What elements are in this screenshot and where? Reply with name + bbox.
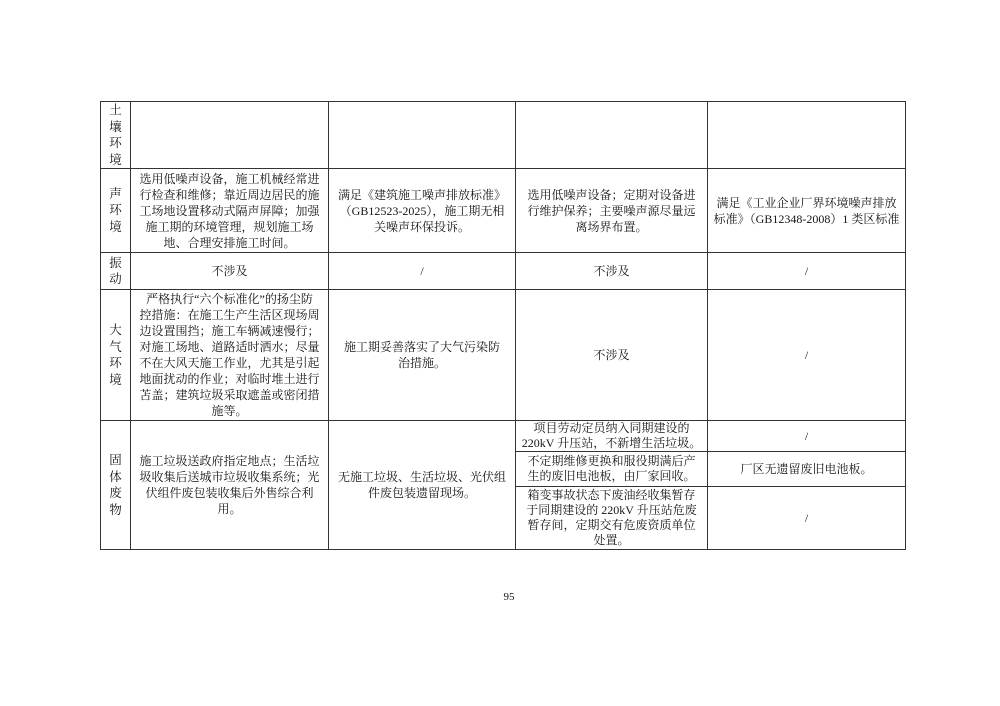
- row-solid-waste: [101, 421, 906, 452]
- soil-construction-measures-cell: [131, 102, 329, 169]
- text-line: 关噪声环保投诉。: [373, 219, 470, 234]
- noise-operation-measures-cell: [516, 169, 708, 253]
- text-line: 施等。: [211, 404, 248, 418]
- noise-construction-measures-cell: [131, 169, 329, 253]
- category-cell-vibration: [101, 253, 131, 290]
- text-line: 工场地设置移动式隔声屏障；加强: [139, 203, 320, 218]
- solid-waste-operation-status-cell: [708, 452, 906, 487]
- text-line: /: [420, 264, 424, 278]
- text-line: 不涉及: [593, 348, 630, 362]
- text-line: 行维护保养；主要噪声源尽量远: [527, 203, 696, 218]
- text-line: 选用低噪声设备，施工机械经常进: [139, 171, 320, 186]
- text-line: 用。: [217, 502, 242, 516]
- text-line: 伏组件废包装收集后外售综合利: [145, 486, 314, 500]
- category-label: 固体废物: [109, 453, 122, 517]
- solid-waste-operation-measures-cell: [516, 421, 708, 452]
- text-line: 圾收集后送城市垃圾收集系统；光: [139, 470, 320, 484]
- category-label: 大气环境: [109, 323, 122, 387]
- soil-operation-status-cell: [708, 102, 906, 169]
- text-line: 离场界布置。: [575, 219, 648, 234]
- text-line: 严格执行“六个标准化”的扬尘防: [146, 292, 313, 306]
- soil-operation-measures-cell: [516, 102, 708, 169]
- row-vibration: [101, 253, 906, 290]
- page-number: 95: [503, 591, 515, 603]
- vibration-operation-status-cell: [708, 253, 906, 290]
- text-line: 施工期妥善落实了大气污染防: [343, 340, 500, 354]
- text-line: 标准》（GB12348-2008）1 类区标准: [713, 211, 900, 226]
- row-air: [101, 290, 906, 421]
- solid-waste-construction-measures-cell: [131, 421, 329, 550]
- air-operation-status-cell: [708, 290, 906, 421]
- category-label: 振动: [109, 255, 122, 286]
- text-line: /: [804, 264, 809, 278]
- text-line: /: [804, 510, 809, 525]
- category-label: 土壤环境: [109, 103, 122, 167]
- text-line: 选用低噪声设备；定期对设备进: [527, 187, 696, 202]
- text-line: 控措施：在施工生产生活区现场周: [139, 308, 320, 322]
- category-cell-solid-waste: [101, 421, 131, 550]
- category-label: 声环境: [109, 186, 122, 234]
- row-noise: [101, 169, 906, 253]
- text-line: 边设置围挡；施工车辆减速慢行；: [139, 324, 320, 338]
- air-operation-measures-cell: [516, 290, 708, 421]
- solid-waste-operation-measures-cell: [516, 452, 708, 487]
- text-line: 对施工场地、道路适时洒水；尽量: [139, 340, 320, 354]
- category-cell-soil: [101, 102, 131, 169]
- text-line: 施工期的环境管理，规划施工场: [145, 219, 314, 234]
- text-line: 苫盖；建筑垃圾采取遮盖或密闭措: [139, 388, 320, 402]
- vibration-construction-status-cell: [329, 253, 516, 290]
- text-line: 不涉及: [593, 264, 630, 278]
- text-line: 不涉及: [211, 264, 248, 278]
- text-line: 于同期建设的 220kV 升压站危废: [526, 503, 697, 517]
- vibration-operation-measures-cell: [516, 253, 708, 290]
- text-line: 暂存间，定期交有危废资质单位: [527, 518, 696, 532]
- text-line: 箱变事故状态下废油经收集暂存: [527, 488, 696, 502]
- text-line: 厂区无遗留废旧电池板。: [740, 461, 873, 476]
- text-line: 治措施。: [397, 356, 446, 370]
- category-cell-air: [101, 290, 131, 421]
- soil-construction-status-cell: [329, 102, 516, 169]
- text-line: /: [804, 428, 809, 443]
- text-line: 地、合理安排施工时间。: [163, 235, 296, 250]
- air-construction-status-cell: [329, 290, 516, 421]
- noise-construction-status-cell: [329, 169, 516, 253]
- text-line: 地面扰动的作业；对临时堆土进行: [139, 372, 320, 386]
- text-line: 施工垃圾送政府指定地点；生活垃: [139, 454, 320, 468]
- text-line: /: [804, 348, 809, 362]
- text-line: 满足《建筑施工噪声排放标准》: [337, 187, 506, 202]
- vibration-construction-measures-cell: [131, 253, 329, 290]
- text-line: 220kV 升压站，不新增生活垃圾。: [521, 436, 702, 450]
- solid-waste-construction-status-cell: [329, 421, 516, 550]
- solid-waste-operation-status-cell: [708, 421, 906, 452]
- text-line: 无施工垃圾、生活垃圾、光伏组: [337, 470, 506, 484]
- text-line: 行检查和维修；靠近周边居民的施: [139, 187, 320, 202]
- row-soil: [101, 102, 906, 169]
- solid-waste-operation-status-cell: [708, 487, 906, 550]
- text-line: 满足《工业企业厂界环境噪声排放: [716, 195, 897, 210]
- text-line: 处置。: [593, 533, 630, 547]
- text-line: （GB12523-2025），施工期无相: [339, 203, 505, 218]
- category-cell-noise: [101, 169, 131, 253]
- solid-waste-operation-measures-cell: [516, 487, 708, 550]
- text-line: 件废包装遗留现场。: [367, 486, 476, 500]
- environmental-measures-table: [100, 101, 906, 550]
- text-line: 生的废旧电池板，由厂家回收。: [527, 469, 696, 483]
- air-construction-measures-cell: [131, 290, 329, 421]
- noise-operation-status-cell: [708, 169, 906, 253]
- text-line: 项目劳动定员纳入同期建设的: [533, 421, 690, 435]
- text-line: 不在大风天施工作业，尤其是引起: [139, 356, 320, 370]
- text-line: 不定期维修更换和服役期满后产: [527, 454, 696, 468]
